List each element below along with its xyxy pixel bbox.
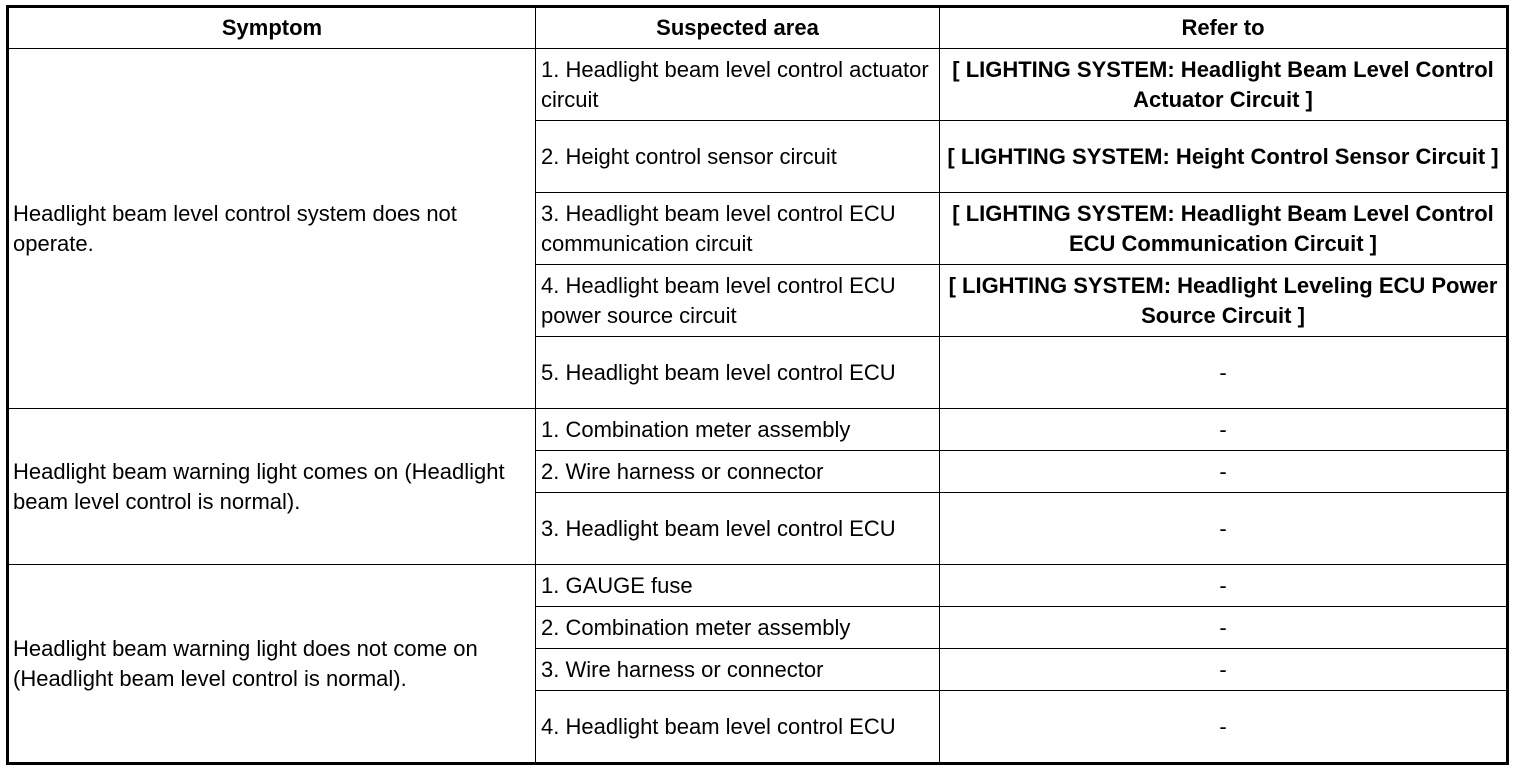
refer-cell: - xyxy=(940,649,1508,691)
symptom-cell: Headlight beam warning light does not come on (Headlight beam level control is normal). xyxy=(8,565,536,764)
refer-cell: - xyxy=(940,451,1508,493)
problem-symptoms-table xyxy=(6,5,1509,765)
header-row xyxy=(8,7,1508,49)
suspected-area-cell: 1. GAUGE fuse xyxy=(536,565,940,607)
suspected-area-cell: 4. Headlight beam level control ECU power source circuit xyxy=(536,265,940,337)
header-suspected-area: Suspected area xyxy=(536,7,940,49)
refer-link[interactable]: [ LIGHTING SYSTEM: Headlight Beam Level Control ECU Communication Circuit ] xyxy=(940,193,1508,265)
symptom-cell: Headlight beam warning light comes on (Headlight beam level control is normal). xyxy=(8,409,536,565)
refer-cell: - xyxy=(940,337,1508,409)
suspected-area-cell: 3. Headlight beam level control ECU xyxy=(536,493,940,565)
suspected-area-cell: 3. Headlight beam level control ECU communication circuit xyxy=(536,193,940,265)
suspected-area-cell: 1. Combination meter assembly xyxy=(536,409,940,451)
refer-cell: - xyxy=(940,607,1508,649)
suspected-area-cell: 2. Combination meter assembly xyxy=(536,607,940,649)
refer-cell: - xyxy=(940,493,1508,565)
suspected-area-cell: 4. Headlight beam level control ECU xyxy=(536,691,940,764)
refer-link[interactable]: [ LIGHTING SYSTEM: Height Control Sensor Circuit ] xyxy=(940,121,1508,193)
table-row xyxy=(8,409,1508,451)
troubleshooting-table-container xyxy=(6,5,1506,765)
header-symptom: Symptom xyxy=(8,7,536,49)
suspected-area-cell: 5. Headlight beam level control ECU xyxy=(536,337,940,409)
table-row xyxy=(8,565,1508,607)
refer-link[interactable]: [ LIGHTING SYSTEM: Headlight Leveling ECU Power Source Circuit ] xyxy=(940,265,1508,337)
refer-cell: - xyxy=(940,691,1508,764)
refer-link[interactable]: [ LIGHTING SYSTEM: Headlight Beam Level Control Actuator Circuit ] xyxy=(940,49,1508,121)
suspected-area-cell: 3. Wire harness or connector xyxy=(536,649,940,691)
refer-cell: - xyxy=(940,565,1508,607)
table-row xyxy=(8,49,1508,121)
refer-cell: - xyxy=(940,409,1508,451)
symptom-cell: Headlight beam level control system does not operate. xyxy=(8,49,536,409)
suspected-area-cell: 2. Wire harness or connector xyxy=(536,451,940,493)
header-refer-to: Refer to xyxy=(940,7,1508,49)
suspected-area-cell: 1. Headlight beam level control actuator circuit xyxy=(536,49,940,121)
suspected-area-cell: 2. Height control sensor circuit xyxy=(536,121,940,193)
